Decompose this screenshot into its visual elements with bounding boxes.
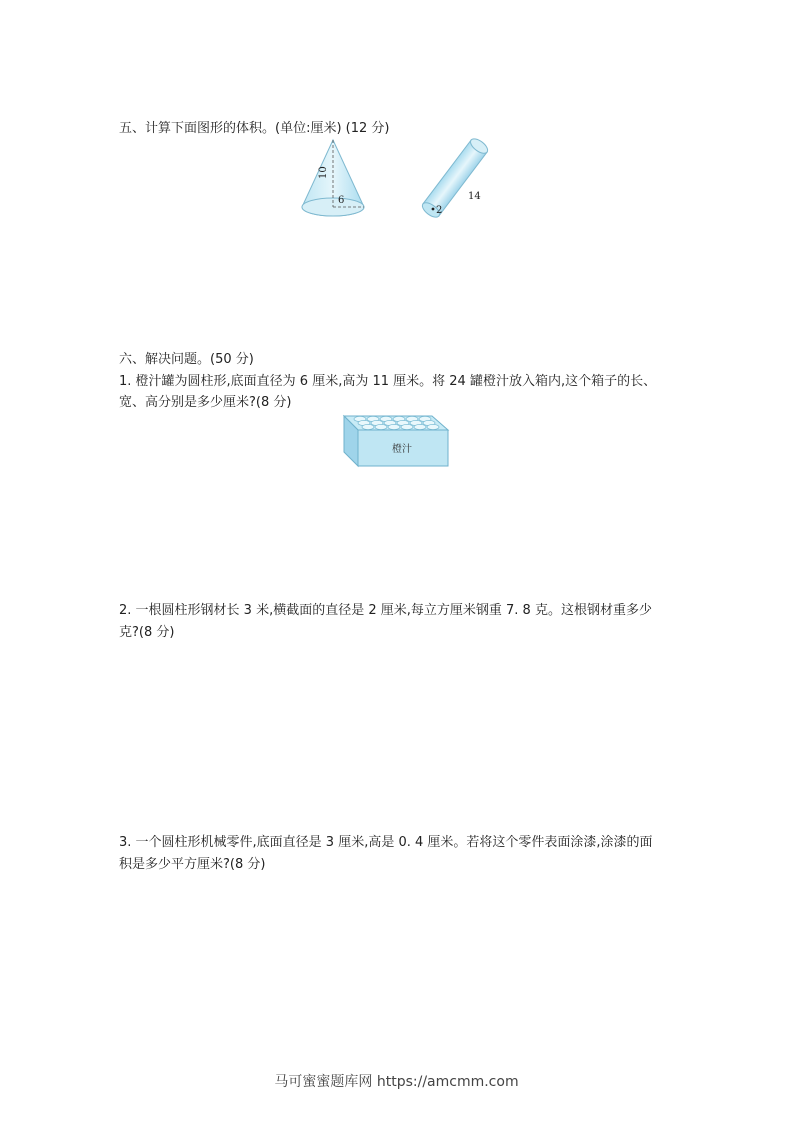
- cone-radius-label: 6: [338, 195, 345, 206]
- q1-line1: 1. 橙汁罐为圆柱形,底面直径为 6 厘米,高为 11 厘米。将 24 罐橙汁放入箱内,这个箱子的长、: [119, 374, 657, 389]
- q3-line2: 积是多少平方厘米?(8 分): [119, 857, 266, 872]
- q1-line2: 宽、高分别是多少厘米?(8 分): [119, 395, 292, 410]
- juice-box-label: 橙汁: [392, 444, 412, 455]
- q2-line1: 2. 一根圆柱形钢材长 3 米,横截面的直径是 2 厘米,每立方厘米钢重 7. 8 克。这根钢材重多少: [119, 603, 652, 618]
- cylinder-figure: [418, 132, 496, 224]
- cylinder-diameter-label: 2: [436, 205, 443, 216]
- q3-line1: 3. 一个圆柱形机械零件,底面直径是 3 厘米,高是 0. 4 厘米。若将这个零件表面涂漆,涂漆的面: [119, 835, 653, 850]
- section6-heading: 六、解决问题。(50 分): [119, 352, 254, 367]
- q2-line2: 克?(8 分): [119, 625, 175, 640]
- section5-heading: 五、计算下面图形的体积。(单位:厘米) (12 分): [119, 121, 390, 136]
- cone-height-label: 10: [318, 166, 329, 179]
- juice-box-figure: [340, 412, 452, 470]
- footer-watermark: 马可蜜蜜题库网 https://amcmm.com: [274, 1074, 519, 1090]
- cylinder-length-label: 14: [468, 191, 481, 202]
- cone-figure: [296, 136, 370, 222]
